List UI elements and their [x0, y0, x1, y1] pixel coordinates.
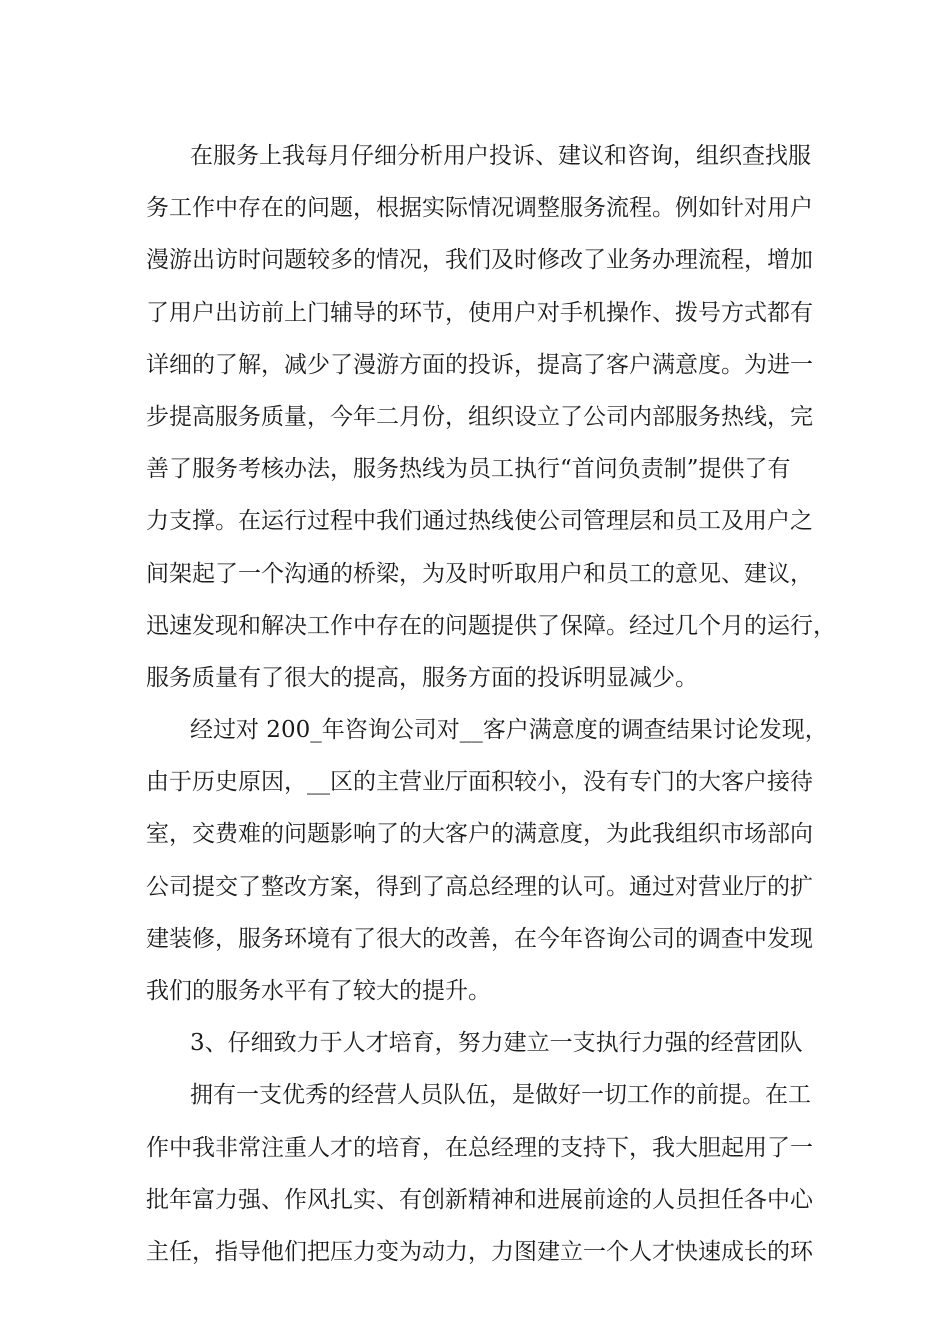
paragraph-line: 在服务上我每月仔细分析用户投诉、建议和咨询，组织查找服 — [190, 143, 811, 169]
paragraph-line: 拥有一支优秀的经营人员队伍，是做好一切工作的前提。在工 — [190, 1082, 811, 1109]
paragraph-line: 作中我非常注重人才的培育，在总经理的支持下，我大胆起用了一 — [146, 1134, 813, 1161]
paragraph-line: 主任，指导他们把压力变为动力，力图建立一个人才快速成长的环 — [146, 1238, 813, 1265]
paragraph-line: 批年富力强、作风扎实、有创新精神和进展前途的人员担任各中心 — [146, 1186, 813, 1213]
paragraph-line: 务工作中存在的问题，根据实际情况调整服务流程。例如针对用户 — [146, 195, 813, 222]
paragraph-line: 室，交费难的问题影响了的大客户的满意度，为此我组织市场部向 — [146, 821, 813, 848]
paragraph-line: 迅速发现和解决工作中存在的问题提供了保障。经过几个月的运行， — [146, 612, 836, 639]
document-body — [146, 130, 836, 1278]
paragraph-line: 经过对 200_年咨询公司对__客户满意度的调查结果讨论发现， — [190, 717, 828, 744]
paragraph-line: 我们的服务水平有了较大的提升。 — [146, 978, 491, 1004]
paragraph-line: 间架起了一个沟通的桥梁，为及时听取用户和员工的意见、建议， — [146, 560, 813, 587]
paragraph-line: 力支撑。在运行过程中我们通过热线使公司管理层和员工及用户之 — [146, 508, 813, 535]
paragraph-line: 了用户出访前上门辅导的环节，使用户对手机操作、拨号方式都有 — [146, 299, 813, 326]
paragraph-line: 公司提交了整改方案，得到了高总经理的认可。通过对营业厅的扩 — [146, 873, 813, 900]
section-heading: 3、仔细致力于人才培育，努力建立一支执行力强的经营团队 — [190, 1030, 803, 1057]
paragraph-line: 步提高服务质量，今年二月份，组织设立了公司内部服务热线，完 — [146, 403, 813, 430]
paragraph-line: 建装修，服务环境有了很大的改善，在今年咨询公司的调查中发现 — [146, 925, 813, 952]
paragraph-line: 详细的了解，减少了漫游方面的投诉，提高了客户满意度。为进一 — [146, 351, 813, 378]
paragraph-line: 服务质量有了很大的提高，服务方面的投诉明显减少。 — [146, 664, 698, 691]
paragraph-line: 善了服务考核办法，服务热线为员工执行“首问负责制”提供了有 — [146, 456, 791, 483]
paragraph-line: 由于历史原因，__区的主营业厅面积较小，没有专门的大客户接待 — [146, 769, 813, 796]
paragraph-line: 漫游出访时问题较多的情况，我们及时修改了业务办理流程，增加 — [146, 247, 813, 274]
